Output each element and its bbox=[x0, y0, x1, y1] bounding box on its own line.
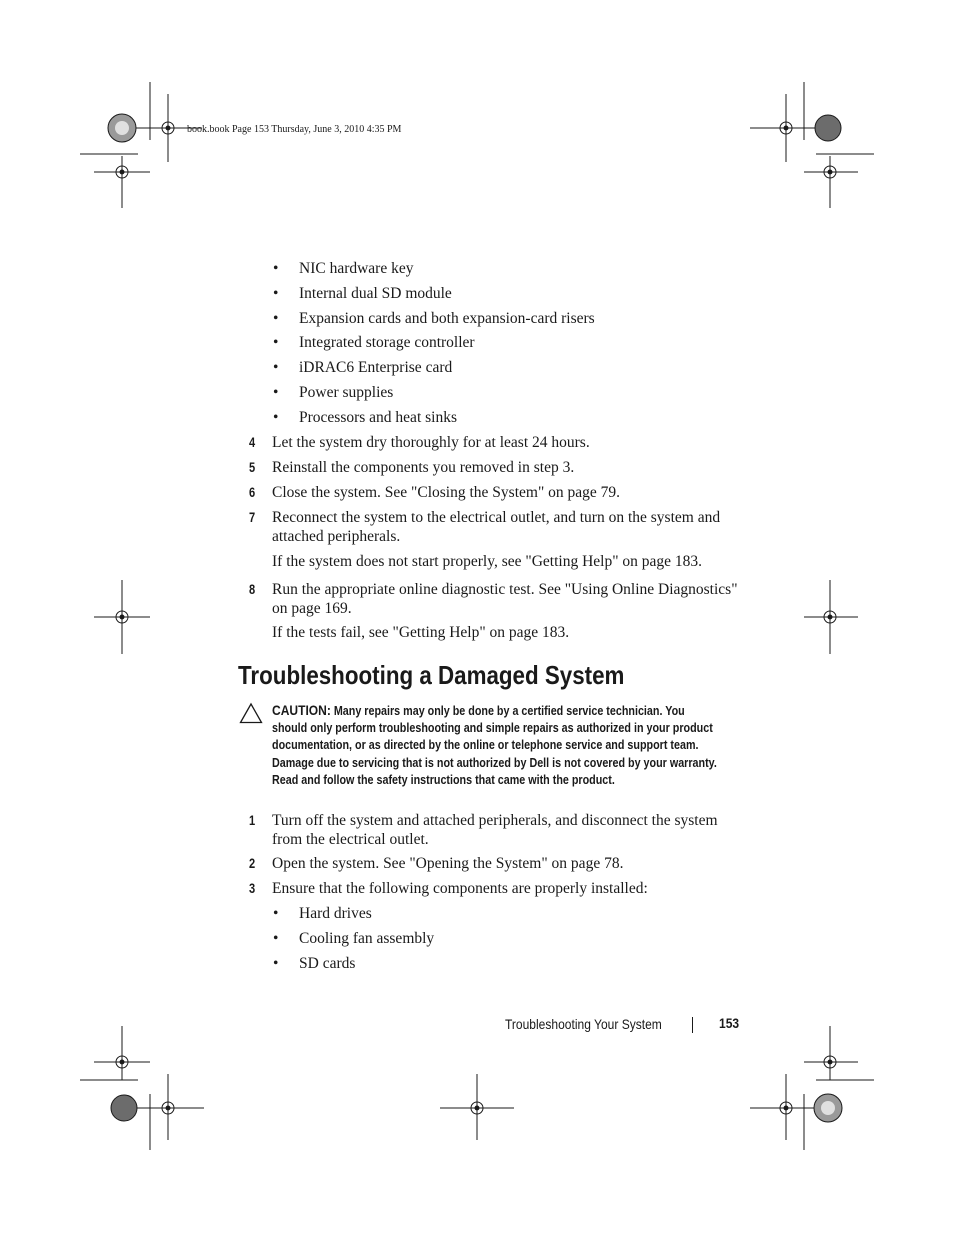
step-note: If the tests fail, see "Getting Help" on page 183. bbox=[272, 624, 570, 641]
list-item-text: Hard drives bbox=[299, 905, 372, 922]
list-item bbox=[0, 383, 954, 402]
list-item bbox=[0, 259, 954, 278]
step-text: Turn off the system and attached peripherals, and disconnect the system from the electrical outlet. bbox=[272, 812, 718, 848]
step-text: Reinstall the components you removed in step 3. bbox=[272, 459, 575, 476]
list-item bbox=[0, 309, 954, 328]
bullet-marker: • bbox=[273, 334, 279, 351]
bullet-marker: • bbox=[273, 905, 279, 922]
list-item-text: Expansion cards and both expansion-card risers bbox=[299, 310, 595, 327]
step-number: 8 bbox=[249, 582, 256, 597]
list-item-text: SD cards bbox=[299, 955, 356, 972]
list-item bbox=[0, 333, 954, 352]
bullet-marker: • bbox=[273, 409, 279, 426]
list-item-text: NIC hardware key bbox=[299, 260, 414, 277]
list-item bbox=[0, 954, 954, 973]
step-text: Ensure that the following components are properly installed: bbox=[272, 880, 648, 897]
list-item-text: iDRAC6 Enterprise card bbox=[299, 359, 453, 376]
step-number: 6 bbox=[249, 485, 256, 500]
bullet-marker: • bbox=[273, 359, 279, 376]
step-text: Run the appropriate online diagnostic test. See "Using Online Diagnostics" on page 169. bbox=[272, 581, 738, 617]
step-text: Reconnect the system to the electrical outlet, and turn on the system and attached peripherals. bbox=[272, 509, 721, 545]
step-text: Open the system. See "Opening the System" on page 78. bbox=[272, 855, 624, 872]
page-number: 153 bbox=[719, 1015, 740, 1031]
caution-note bbox=[272, 702, 719, 789]
list-item-text: Processors and heat sinks bbox=[299, 409, 457, 426]
section-heading: Troubleshooting a Damaged System bbox=[238, 660, 625, 690]
list-item-text: Integrated storage controller bbox=[299, 334, 475, 351]
list-item-text: Internal dual SD module bbox=[299, 285, 452, 302]
bullet-marker: • bbox=[273, 384, 279, 401]
bullet-marker: • bbox=[273, 930, 279, 947]
bullet-marker: • bbox=[273, 955, 279, 972]
step-number: 2 bbox=[249, 856, 256, 871]
step-number: 3 bbox=[249, 881, 256, 896]
caution-triangle-icon bbox=[239, 702, 263, 724]
caution-text: Many repairs may only be done by a certified service technician. You should only perform troubleshooting and simple repairs as authorized in your product documentation, or as directed by the online or telephone service and support team. Damage due to servicing that is not authorized by Dell is not covered by your warranty. Read and follow the safety instructions that came with the product. bbox=[272, 704, 717, 787]
step-text: Let the system dry thoroughly for at least 24 hours. bbox=[272, 434, 590, 451]
step-number: 7 bbox=[249, 510, 256, 525]
list-item-text: Cooling fan assembly bbox=[299, 930, 435, 947]
step-number: 1 bbox=[249, 813, 256, 828]
list-item-text: Power supplies bbox=[299, 384, 394, 401]
step-number: 5 bbox=[249, 460, 256, 475]
caution-label: CAUTION: bbox=[272, 702, 331, 718]
step-number: 4 bbox=[249, 435, 256, 450]
footer-divider bbox=[692, 1017, 693, 1033]
bullet-marker: • bbox=[273, 285, 279, 302]
list-item bbox=[0, 358, 954, 377]
print-header-meta: book.book Page 153 Thursday, June 3, 2010 4:35 PM bbox=[187, 124, 402, 135]
list-item bbox=[0, 408, 954, 427]
list-item bbox=[0, 284, 954, 303]
list-item bbox=[0, 904, 954, 923]
bullet-marker: • bbox=[273, 310, 279, 327]
step-text: Close the system. See "Closing the System" on page 79. bbox=[272, 484, 621, 501]
step-note: If the system does not start properly, see "Getting Help" on page 183. bbox=[272, 553, 703, 570]
footer-chapter-title: Troubleshooting Your System bbox=[505, 1016, 662, 1032]
bullet-marker: • bbox=[273, 260, 279, 277]
list-item bbox=[0, 929, 954, 948]
